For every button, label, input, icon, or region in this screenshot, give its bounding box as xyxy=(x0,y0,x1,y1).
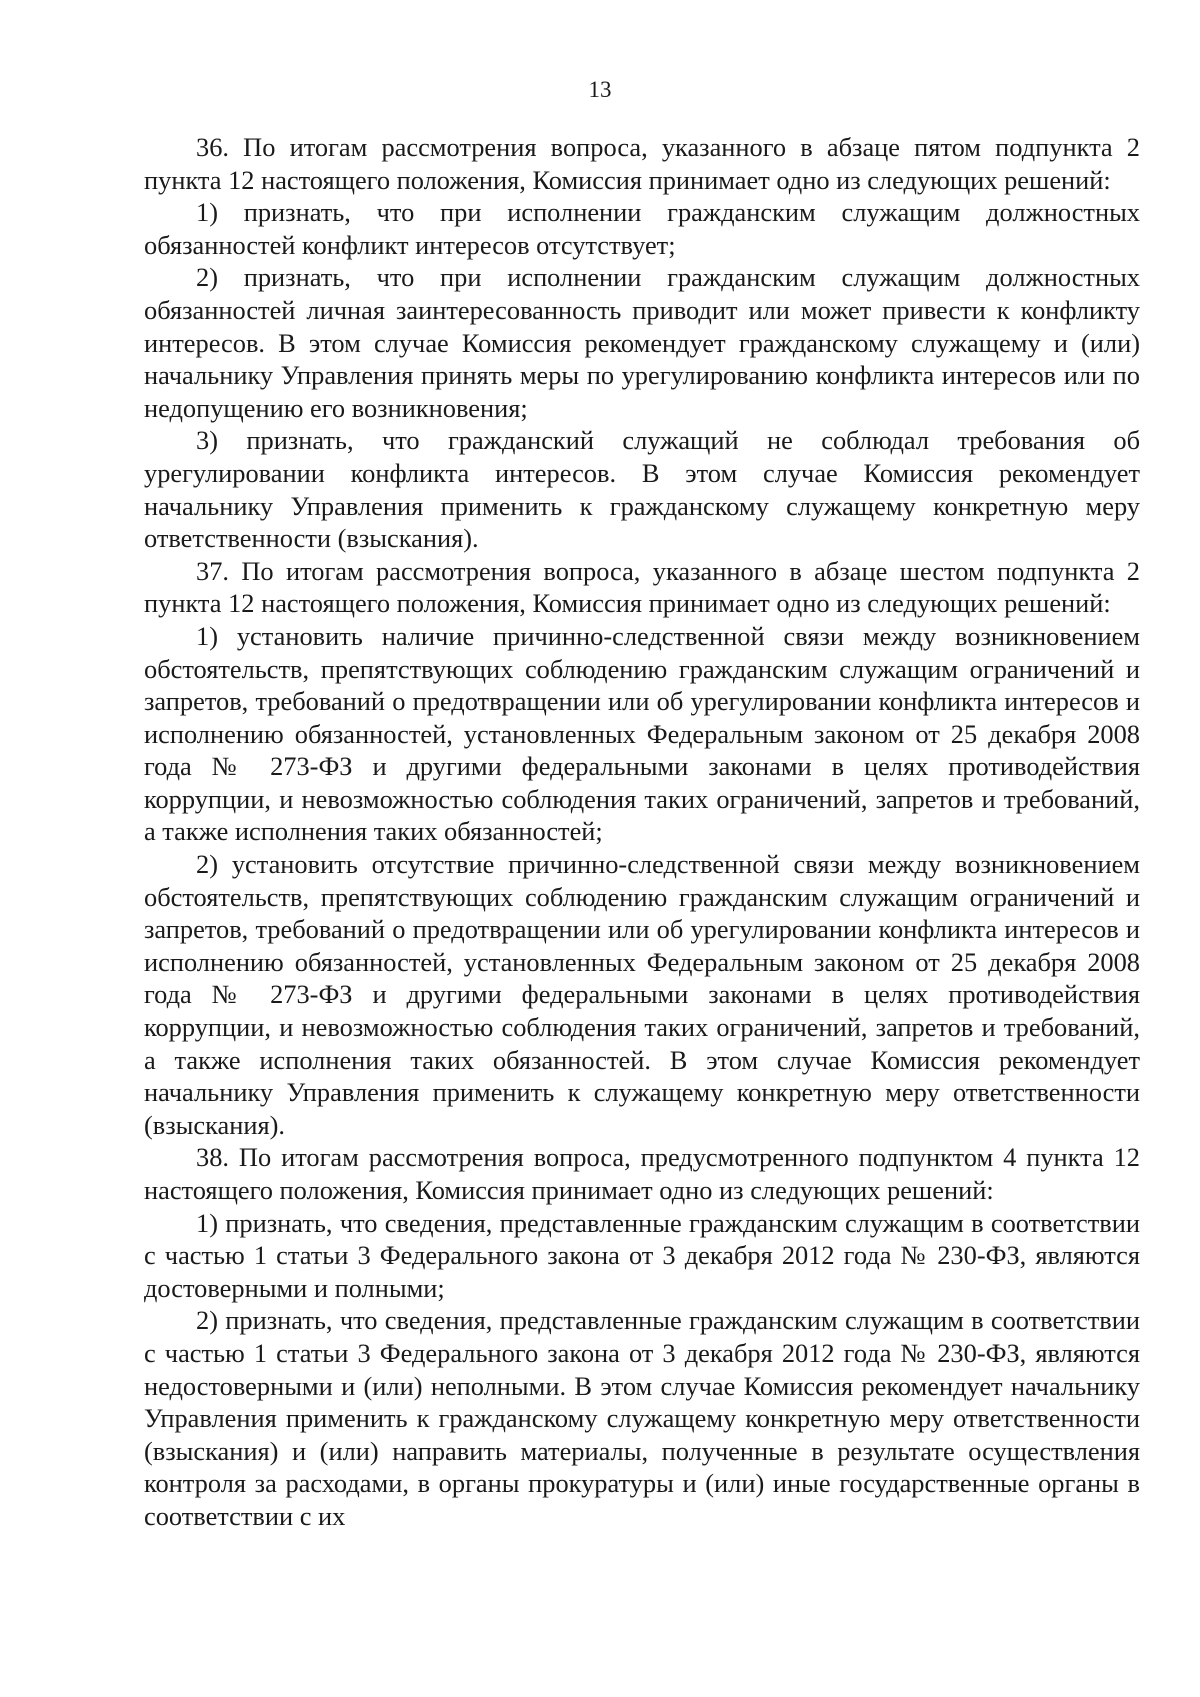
paragraph-38-item-1: 1) признать, что сведения, представленные гражданским служащим в соответствии с частью 1 статьи 3 Федерального закона от 3 декабря 2012 года № 230-ФЗ, являются достоверными и полными; xyxy=(144,1207,1140,1303)
paragraph-37: 37. По итогам рассмотрения вопроса, указанного в абзаце шестом подпункта 2 пункта 12 настоящего положения, Комиссия принимает одно из следующих решений: xyxy=(144,555,1140,619)
page-number: 13 xyxy=(588,77,612,102)
paragraph-36-item-3: 3) признать, что гражданский служащий не соблюдал требования об урегулировании конфликта интересов. В этом случае Комиссия рекомендует начальнику Управления применить к гражданскому служащему конкретную меру ответственности (взыскания). xyxy=(144,425,1140,554)
paragraph-38-item-2: 2) признать, что сведения, представленные гражданским служащим в соответствии с частью 1 статьи 3 Федерального закона от 3 декабря 2012 года № 230-ФЗ, являются недостоверными и (или) неполными. В этом случае Комиссия рекомендует начальнику Управления применить к гражданскому служащему конкретную меру ответственности (взыскания) и (или) направить материалы, полученные в результате осуществления контроля за расходами, в органы прокуратуры и (или) иные государственные органы в соответствии с их xyxy=(144,1305,1140,1531)
paragraph-38: 38. По итогам рассмотрения вопроса, предусмотренного подпунктом 4 пункта 12 настоящего положения, Комиссия принимает одно из следующих решений: xyxy=(144,1142,1140,1205)
paragraph-37-item-1: 1) установить наличие причинно-следственной связи между возникновением обстоятельств, препятствующих соблюдению гражданским служащим ограничений и запретов, требований о предотвращении или об урегулировании конфликта интересов и исполнению обязанностей, установленных Федеральным законом от 25 декабря 2008 года № 273-ФЗ и другими федеральными законами в целях противодействия коррупции, и невозможностью соблюдения таких ограничений, запретов и требований, а также исполнения таких обязанностей; xyxy=(144,620,1140,847)
paragraph-37-item-2: 2) установить отсутствие причинно-следственной связи между возникновением обстоятельств, препятствующих соблюдению гражданским служащим ограничений и запретов, требований о предотвращении или об урегулировании конфликта интересов и исполнению обязанностей, установленных Федеральным законом от 25 декабря 2008 года № 273-ФЗ и другими федеральными законами в целях противодействия коррупции, и невозможностью соблюдения таких ограничений, запретов и требований, а также исполнения таких обязанностей. В этом случае Комиссия рекомендует начальнику Управления применить к служащему конкретную меру ответственности (взыскания). xyxy=(144,849,1140,1140)
paragraph-36-item-2: 2) признать, что при исполнении гражданским служащим должностных обязанностей личная заинтересованность приводит или может привести к конфликту интересов. В этом случае Комиссия рекомендует гражданскому служащему и (или) начальнику Управления принять меры по урегулированию конфликта интересов или по недопущению его возникновения; xyxy=(144,262,1140,423)
paragraph-36-item-1: 1) признать, что при исполнении гражданским служащим должностных обязанностей конфликт интересов отсутствует; xyxy=(144,197,1140,260)
paragraph-36: 36. По итогам рассмотрения вопроса, указанного в абзаце пятом подпункта 2 пункта 12 настоящего положения, Комиссия принимает одно из следующих решений: xyxy=(144,132,1140,195)
document-body xyxy=(144,131,1140,1533)
